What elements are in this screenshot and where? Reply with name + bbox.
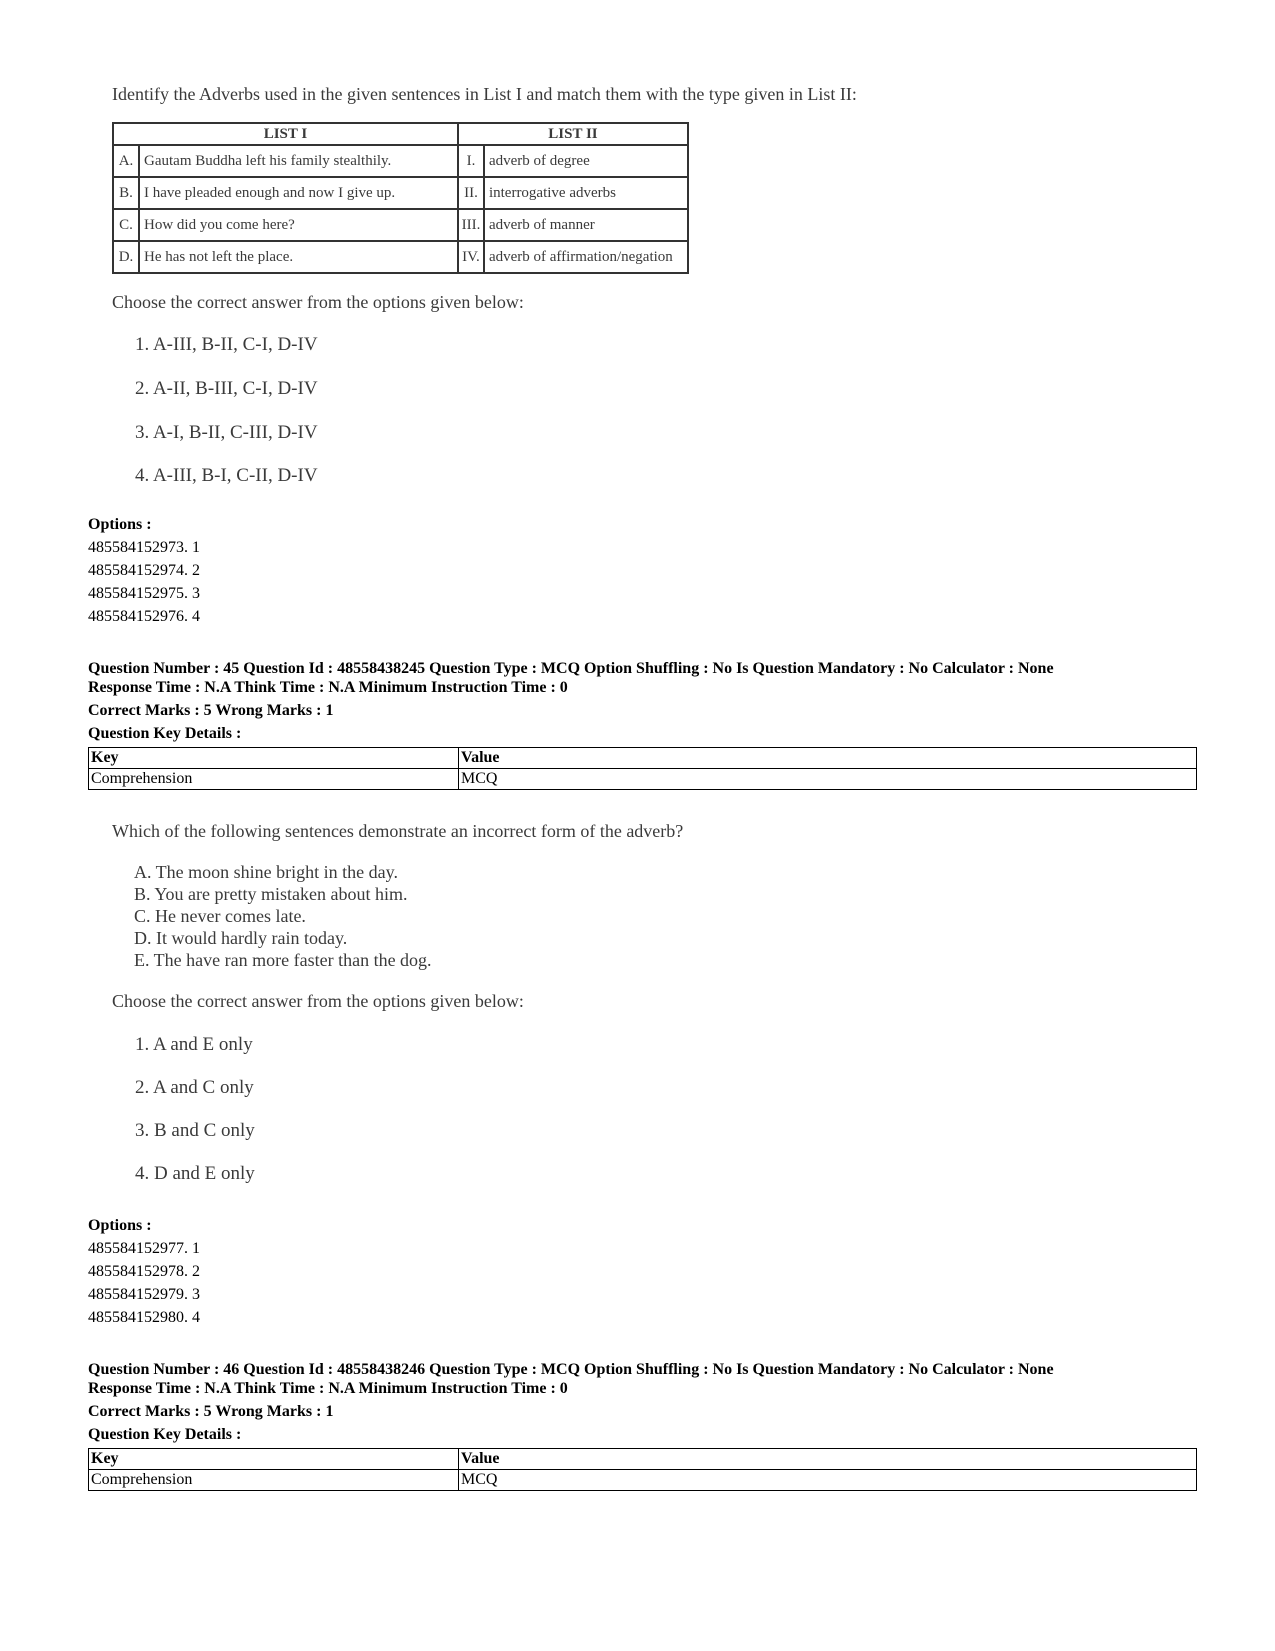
q44-option-2: 485584152974. 2 — [88, 562, 200, 579]
q46-key-details-table — [88, 1448, 1197, 1491]
q45-option-1: 485584152977. 1 — [88, 1240, 200, 1257]
table-row — [113, 145, 688, 177]
q44-choice-3: 3. A-I, B-II, C-III, D-IV — [135, 422, 318, 443]
table-row — [89, 1470, 1197, 1491]
q45-statement-b: B. You are pretty mistaken about him. — [134, 884, 408, 904]
q45-choice-2: 2. A and C only — [135, 1077, 254, 1098]
row-label: II. — [458, 177, 484, 209]
q45-meta-line-2: Response Time : N.A Think Time : N.A Minimum Instruction Time : 0 — [88, 679, 568, 696]
row-label: D. — [113, 241, 139, 273]
list-two-item: adverb of manner — [484, 209, 688, 241]
q45-statement-e: E. The have ran more faster than the dog. — [134, 950, 432, 970]
list-two-item: interrogative adverbs — [484, 177, 688, 209]
list-one-item: How did you come here? — [139, 209, 458, 241]
q45-choice-1: 1. A and E only — [135, 1034, 253, 1055]
table-header-row — [89, 1449, 1197, 1470]
key-header: Key — [89, 1449, 459, 1470]
list-two-item: adverb of affirmation/negation — [484, 241, 688, 273]
row-label: B. — [113, 177, 139, 209]
q45-option-2: 485584152978. 2 — [88, 1263, 200, 1280]
table-row — [113, 177, 688, 209]
q44-choose-instruction: Choose the correct answer from the options given below: — [112, 292, 524, 312]
q45-statement-c: C. He never comes late. — [134, 906, 306, 926]
q46-marks: Correct Marks : 5 Wrong Marks : 1 — [88, 1403, 334, 1420]
list-two-header: LIST II — [458, 123, 688, 145]
list-one-item: I have pleaded enough and now I give up. — [139, 177, 458, 209]
q44-choice-1: 1. A-III, B-II, C-I, D-IV — [135, 334, 318, 355]
q45-choose-instruction: Choose the correct answer from the options given below: — [112, 991, 524, 1011]
q45-statement-a: A. The moon shine bright in the day. — [134, 862, 398, 882]
q45-option-3: 485584152979. 3 — [88, 1286, 200, 1303]
list-two-item: adverb of degree — [484, 145, 688, 177]
q46-meta-line-2: Response Time : N.A Think Time : N.A Minimum Instruction Time : 0 — [88, 1380, 568, 1397]
list-one-item: Gautam Buddha left his family stealthily. — [139, 145, 458, 177]
q46-meta-line-1: Question Number : 46 Question Id : 48558438246 Question Type : MCQ Option Shuffling : No Is Question Mandatory : No Calculator : None — [88, 1361, 1054, 1378]
q45-question-text: Which of the following sentences demonstrate an incorrect form of the adverb? — [112, 821, 684, 841]
value-cell: MCQ — [459, 769, 1197, 790]
row-label: III. — [458, 209, 484, 241]
q45-option-4: 485584152980. 4 — [88, 1309, 200, 1326]
q45-choice-4: 4. D and E only — [135, 1163, 255, 1184]
table-row — [89, 769, 1197, 790]
q44-option-1: 485584152973. 1 — [88, 539, 200, 556]
value-header: Value — [459, 748, 1197, 769]
q45-options-label: Options : — [88, 1217, 152, 1234]
list-one-item: He has not left the place. — [139, 241, 458, 273]
q44-match-table — [112, 122, 689, 274]
row-label: C. — [113, 209, 139, 241]
table-header-row — [89, 748, 1197, 769]
q44-options-label: Options : — [88, 516, 152, 533]
row-label: IV. — [458, 241, 484, 273]
q45-statement-d: D. It would hardly rain today. — [134, 928, 348, 948]
q44-question-text: Identify the Adverbs used in the given sentences in List I and match them with the type given in List II: — [112, 84, 857, 104]
key-cell: Comprehension — [89, 769, 459, 790]
q44-choice-2: 2. A-II, B-III, C-I, D-IV — [135, 378, 318, 399]
q44-choice-4: 4. A-III, B-I, C-II, D-IV — [135, 465, 318, 486]
q45-choice-3: 3. B and C only — [135, 1120, 255, 1141]
q44-option-4: 485584152976. 4 — [88, 608, 200, 625]
row-label: A. — [113, 145, 139, 177]
q46-key-details-label: Question Key Details : — [88, 1426, 242, 1443]
key-cell: Comprehension — [89, 1470, 459, 1491]
key-header: Key — [89, 748, 459, 769]
table-row — [113, 209, 688, 241]
value-cell: MCQ — [459, 1470, 1197, 1491]
list-one-header: LIST I — [113, 123, 458, 145]
table-header-row — [113, 123, 688, 145]
q45-marks: Correct Marks : 5 Wrong Marks : 1 — [88, 702, 334, 719]
q45-key-details-label: Question Key Details : — [88, 725, 242, 742]
row-label: I. — [458, 145, 484, 177]
q45-key-details-table — [88, 747, 1197, 790]
value-header: Value — [459, 1449, 1197, 1470]
q44-option-3: 485584152975. 3 — [88, 585, 200, 602]
q45-meta-line-1: Question Number : 45 Question Id : 48558438245 Question Type : MCQ Option Shuffling : No Is Question Mandatory : No Calculator : None — [88, 660, 1054, 677]
table-row — [113, 241, 688, 273]
